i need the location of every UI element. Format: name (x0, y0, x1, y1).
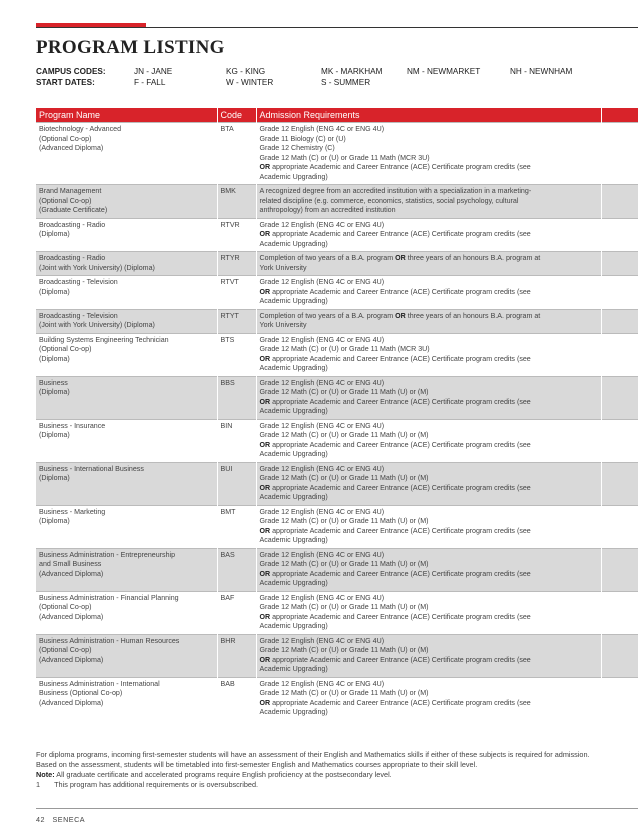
requirement-line: OR appropriate Academic and Career Entrance (ACE) Certificate program credits (see (259, 698, 531, 707)
requirement-line: related discipline (e.g. commerce, economics, statistics, social psychology, cultural (259, 196, 519, 205)
requirement-line: anthropology) from an accredited institution (259, 206, 396, 214)
extra-cell (601, 218, 638, 252)
program-name-cell (36, 462, 217, 505)
program-name-line: Business Administration - Human Resources (39, 636, 180, 645)
page-number: 42 (36, 815, 45, 824)
start-date: S - SUMMER (321, 78, 371, 87)
footnote-text: This program has additional requirements or is oversubscribed. (54, 780, 259, 789)
program-name-cell (36, 123, 217, 185)
header-rule (36, 27, 638, 28)
requirement-line: Grade 12 English (ENG 4C or ENG 4U) (259, 335, 385, 344)
table-row (36, 634, 638, 677)
requirement-line: Academic Upgrading) (259, 172, 328, 181)
program-name-line: Broadcasting - Radio (39, 220, 106, 229)
extra-cell (601, 276, 638, 310)
table-row (36, 218, 638, 252)
program-name-line: (Diploma) (39, 474, 70, 482)
requirement-line: Grade 12 English (ENG 4C or ENG 4U) (259, 550, 385, 559)
requirement-line: A recognized degree from an accredited institution with a specialization in a marketing- (259, 187, 532, 195)
program-code-cell: BHR (217, 634, 256, 677)
admission-requirements-cell (256, 462, 601, 505)
admission-requirements-cell (256, 252, 601, 276)
admission-requirements-cell (256, 419, 601, 462)
requirement-line: Grade 12 English (ENG 4C or ENG 4U) (259, 378, 385, 387)
program-code-cell: BTS (217, 333, 256, 376)
admission-requirements-cell (256, 185, 601, 219)
requirement-line: OR appropriate Academic and Career Entrance (ACE) Certificate program credits (see (259, 655, 531, 664)
program-name-line: Broadcasting - Radio (39, 254, 106, 262)
requirement-line: Grade 12 Chemistry (C) (259, 144, 335, 152)
footer-notes (36, 750, 608, 790)
requirement-line: OR appropriate Academic and Career Entrance (ACE) Certificate program credits (see (259, 440, 531, 449)
program-name-cell (36, 548, 217, 591)
requirement-line: Grade 12 English (ENG 4C or ENG 4U) (259, 278, 385, 286)
requirement-line: Grade 12 Math (C) or (U) or Grade 11 Math (U) or (M) (259, 603, 429, 611)
requirement-line: Grade 12 Math (C) or (U) or Grade 11 Math (U) or (M) (259, 560, 429, 568)
admission-requirements-cell (256, 376, 601, 419)
requirement-line: OR appropriate Academic and Career Entrance (ACE) Certificate program credits (see (259, 526, 531, 535)
extra-cell (601, 185, 638, 219)
extra-cell (601, 634, 638, 677)
extra-cell (601, 591, 638, 634)
program-name-cell (36, 218, 217, 252)
table-row (36, 677, 638, 720)
table-row (36, 333, 638, 376)
program-name-line: Business - Insurance (39, 421, 106, 430)
campus-codes-label: CAMPUS CODES: (36, 67, 106, 76)
program-table-wrapper (36, 108, 638, 720)
program-name-cell (36, 634, 217, 677)
table-row (36, 276, 638, 310)
program-name-line: (Diploma) (39, 230, 70, 238)
program-name-line: (Diploma) (39, 388, 70, 396)
admission-requirements-cell (256, 634, 601, 677)
table-row (36, 591, 638, 634)
program-name-line: and Small Business (39, 560, 102, 568)
program-name-line: Biotechnology - Advanced (39, 125, 122, 133)
extra-cell (601, 252, 638, 276)
campus-code: NH - NEWNHAM (510, 67, 573, 76)
requirement-line: Grade 12 Math (C) or (U) or Grade 11 Math (U) or (M) (259, 517, 429, 525)
start-date: W - WINTER (226, 78, 274, 87)
extra-cell (601, 505, 638, 548)
requirement-line: OR appropriate Academic and Career Entrance (ACE) Certificate program credits (see (259, 230, 531, 238)
footer-rule (36, 808, 638, 809)
requirement-line: Grade 12 English (ENG 4C or ENG 4U) (259, 593, 385, 602)
program-code-cell: BAF (217, 591, 256, 634)
table-row (36, 462, 638, 505)
program-code-cell: BAB (217, 677, 256, 720)
requirement-line: Academic Upgrading) (259, 622, 328, 630)
start-dates-row (36, 78, 638, 89)
admission-requirements-cell (256, 123, 601, 185)
footnote-mark: 1 (36, 780, 41, 789)
program-name-cell (36, 252, 217, 276)
program-name-line: Building Systems Engineering Technician (39, 335, 169, 344)
requirement-line: Academic Upgrading) (259, 297, 328, 305)
requirement-line: OR appropriate Academic and Career Entrance (ACE) Certificate program credits (see (259, 569, 531, 578)
requirement-line: Academic Upgrading) (259, 364, 328, 372)
table-row (36, 309, 638, 333)
program-name-line: (Joint with York University) (Diploma) (39, 321, 155, 329)
program-name-line: (Optional Co-op) (39, 196, 92, 205)
extra-cell (601, 333, 638, 376)
program-code-cell: BMK (217, 185, 256, 219)
program-name-line: Brand Management (39, 187, 102, 195)
page-title: PROGRAM LISTING (36, 37, 225, 58)
admission-requirements-cell (256, 505, 601, 548)
requirement-line: Academic Upgrading) (259, 239, 328, 248)
requirement-line: Grade 12 Math (C) or (U) or Grade 11 Math (U) or (M) (259, 689, 429, 697)
requirement-line: Grade 12 English (ENG 4C or ENG 4U) (259, 507, 385, 516)
requirement-line: Grade 12 English (ENG 4C or ENG 4U) (259, 220, 385, 229)
requirement-line: Grade 12 English (ENG 4C or ENG 4U) (259, 679, 385, 688)
program-name-line: (Advanced Diploma) (39, 655, 104, 664)
extra-cell (601, 677, 638, 720)
column-header-program-name: Program Name (36, 108, 217, 123)
extra-cell (601, 548, 638, 591)
program-name-line: (Advanced Diploma) (39, 144, 104, 152)
requirement-line: York University (259, 263, 307, 272)
admission-requirements-cell (256, 333, 601, 376)
campus-code: MK - MARKHAM (321, 67, 383, 76)
program-name-line: (Optional Co-op) (39, 345, 92, 353)
program-name-line: (Optional Co-op) (39, 646, 92, 654)
requirement-line: OR appropriate Academic and Career Entrance (ACE) Certificate program credits (see (259, 287, 531, 296)
program-name-cell (36, 185, 217, 219)
requirement-line: Academic Upgrading) (259, 536, 328, 544)
program-table (36, 108, 638, 720)
table-row (36, 252, 638, 276)
campus-codes-row (36, 67, 638, 78)
program-name-line: (Advanced Diploma) (39, 612, 104, 621)
footnote (36, 780, 608, 790)
requirement-line: Academic Upgrading) (259, 407, 328, 415)
requirement-line: Academic Upgrading) (259, 579, 328, 587)
requirement-line: Grade 12 English (ENG 4C or ENG 4U) (259, 125, 385, 133)
campus-code: KG - KING (226, 67, 266, 76)
program-name-cell (36, 333, 217, 376)
requirement-line: OR appropriate Academic and Career Entrance (ACE) Certificate program credits (see (259, 397, 531, 406)
extra-cell (601, 419, 638, 462)
admission-requirements-cell (256, 276, 601, 310)
campus-code: JN - JANE (134, 67, 173, 76)
legend-codes (36, 67, 638, 89)
table-body (36, 123, 638, 720)
program-name-line: (Diploma) (39, 287, 70, 296)
program-name-line: (Graduate Certificate) (39, 206, 108, 214)
program-name-line: Business - Marketing (39, 507, 106, 516)
program-code-cell: RTYT (217, 309, 256, 333)
table-row (36, 548, 638, 591)
program-name-cell (36, 591, 217, 634)
program-code-cell: RTVT (217, 276, 256, 310)
requirement-line: Grade 12 English (ENG 4C or ENG 4U) (259, 421, 385, 430)
program-name-cell (36, 376, 217, 419)
extra-cell (601, 376, 638, 419)
program-name-line: Business (Optional Co-op) (39, 689, 123, 697)
table-row (36, 376, 638, 419)
requirement-line: Grade 11 Biology (C) or (U) (259, 134, 346, 143)
column-header-extra (601, 108, 638, 123)
note-paragraph (36, 770, 608, 780)
note-label: Note: (36, 770, 55, 779)
extra-cell (601, 309, 638, 333)
program-name-line: (Advanced Diploma) (39, 569, 104, 578)
requirement-line: Academic Upgrading) (259, 493, 328, 501)
program-name-line: (Optional Co-op) (39, 134, 92, 143)
program-code-cell: BUI (217, 462, 256, 505)
program-code-cell: BTA (217, 123, 256, 185)
admission-requirements-cell (256, 218, 601, 252)
requirement-line: Grade 12 English (ENG 4C or ENG 4U) (259, 636, 385, 645)
program-name-line: (Diploma) (39, 431, 70, 439)
program-name-line: (Joint with York University) (Diploma) (39, 263, 155, 272)
requirement-line: Grade 12 Math (C) or (U) or Grade 11 Math (U) or (M) (259, 646, 429, 654)
program-code-cell: BMT (217, 505, 256, 548)
start-date: F - FALL (134, 78, 166, 87)
program-code-cell: BIN (217, 419, 256, 462)
program-name-cell (36, 419, 217, 462)
start-dates-label: START DATES: (36, 78, 95, 87)
program-name-cell (36, 677, 217, 720)
note-text: All graduate certificate and accelerated programs require English proficiency at the postsecondary level. (54, 770, 392, 779)
program-name-line: (Diploma) (39, 517, 70, 525)
requirement-line: Grade 12 English (ENG 4C or ENG 4U) (259, 464, 385, 473)
program-name-cell (36, 505, 217, 548)
extra-cell (601, 462, 638, 505)
table-header-row (36, 108, 638, 123)
program-code-cell: BAS (217, 548, 256, 591)
program-name-line: Business - International Business (39, 464, 144, 473)
brand-name: SENECA (52, 815, 86, 824)
program-code-cell: BBS (217, 376, 256, 419)
program-name-line: Broadcasting - Television (39, 278, 118, 286)
requirement-line: Grade 12 Math (C) or (U) or Grade 11 Math (MCR 3U) (259, 345, 430, 353)
table-row (36, 123, 638, 185)
program-name-line: (Optional Co-op) (39, 603, 92, 611)
requirement-line: Academic Upgrading) (259, 708, 328, 716)
extra-cell (601, 123, 638, 185)
table-row (36, 185, 638, 219)
program-name-line: Business Administration - Financial Planning (39, 593, 179, 602)
program-name-line: Broadcasting - Television (39, 311, 118, 320)
program-name-line: Business Administration - International (39, 679, 160, 688)
requirement-line: Grade 12 Math (C) or (U) or Grade 11 Math (U) or (M) (259, 431, 429, 439)
requirement-line: Completion of two years of a B.A. program OR three years of an honours B.A. program at (259, 311, 541, 320)
admission-requirements-cell (256, 548, 601, 591)
admission-requirements-cell (256, 309, 601, 333)
requirement-line: Academic Upgrading) (259, 450, 328, 458)
requirement-line: Grade 12 Math (C) or (U) or Grade 11 Math (MCR 3U) (259, 153, 430, 162)
program-code-cell: RTYR (217, 252, 256, 276)
campus-code: NM - NEWMARKET (407, 67, 481, 76)
column-header-admission: Admission Requirements (256, 108, 601, 123)
requirement-line: OR appropriate Academic and Career Entrance (ACE) Certificate program credits (see (259, 483, 531, 492)
program-name-cell (36, 309, 217, 333)
assessment-paragraph: For diploma programs, incoming first-semester students will have an assessment of their English and Mathematics skills if either of these subjects is required for admission. Based on the assessment, students will be timetabled into first-semester English and Mathematics courses appropriate to their skill level. (36, 750, 590, 769)
column-header-code: Code (217, 108, 256, 123)
page-footer (36, 815, 85, 824)
requirement-line: Grade 12 Math (C) or (U) or Grade 11 Math (U) or (M) (259, 388, 429, 396)
program-name-line: Business (39, 378, 68, 387)
admission-requirements-cell (256, 677, 601, 720)
requirement-line: OR appropriate Academic and Career Entrance (ACE) Certificate program credits (see (259, 612, 531, 621)
admission-requirements-cell (256, 591, 601, 634)
requirement-line: OR appropriate Academic and Career Entrance (ACE) Certificate program credits (see (259, 354, 531, 363)
program-code-cell: RTVR (217, 218, 256, 252)
requirement-line: Grade 12 Math (C) or (U) or Grade 11 Math (U) or (M) (259, 474, 429, 482)
program-name-cell (36, 276, 217, 310)
requirement-line: Academic Upgrading) (259, 665, 328, 673)
requirement-line: OR appropriate Academic and Career Entrance (ACE) Certificate program credits (see (259, 163, 531, 171)
program-name-line: (Diploma) (39, 354, 70, 363)
table-row (36, 419, 638, 462)
requirement-line: York University (259, 321, 307, 329)
program-name-line: Business Administration - Entrepreneurship (39, 550, 176, 559)
requirement-line: Completion of two years of a B.A. program OR three years of an honours B.A. program at (259, 254, 541, 262)
program-name-line: (Advanced Diploma) (39, 698, 104, 707)
table-row (36, 505, 638, 548)
